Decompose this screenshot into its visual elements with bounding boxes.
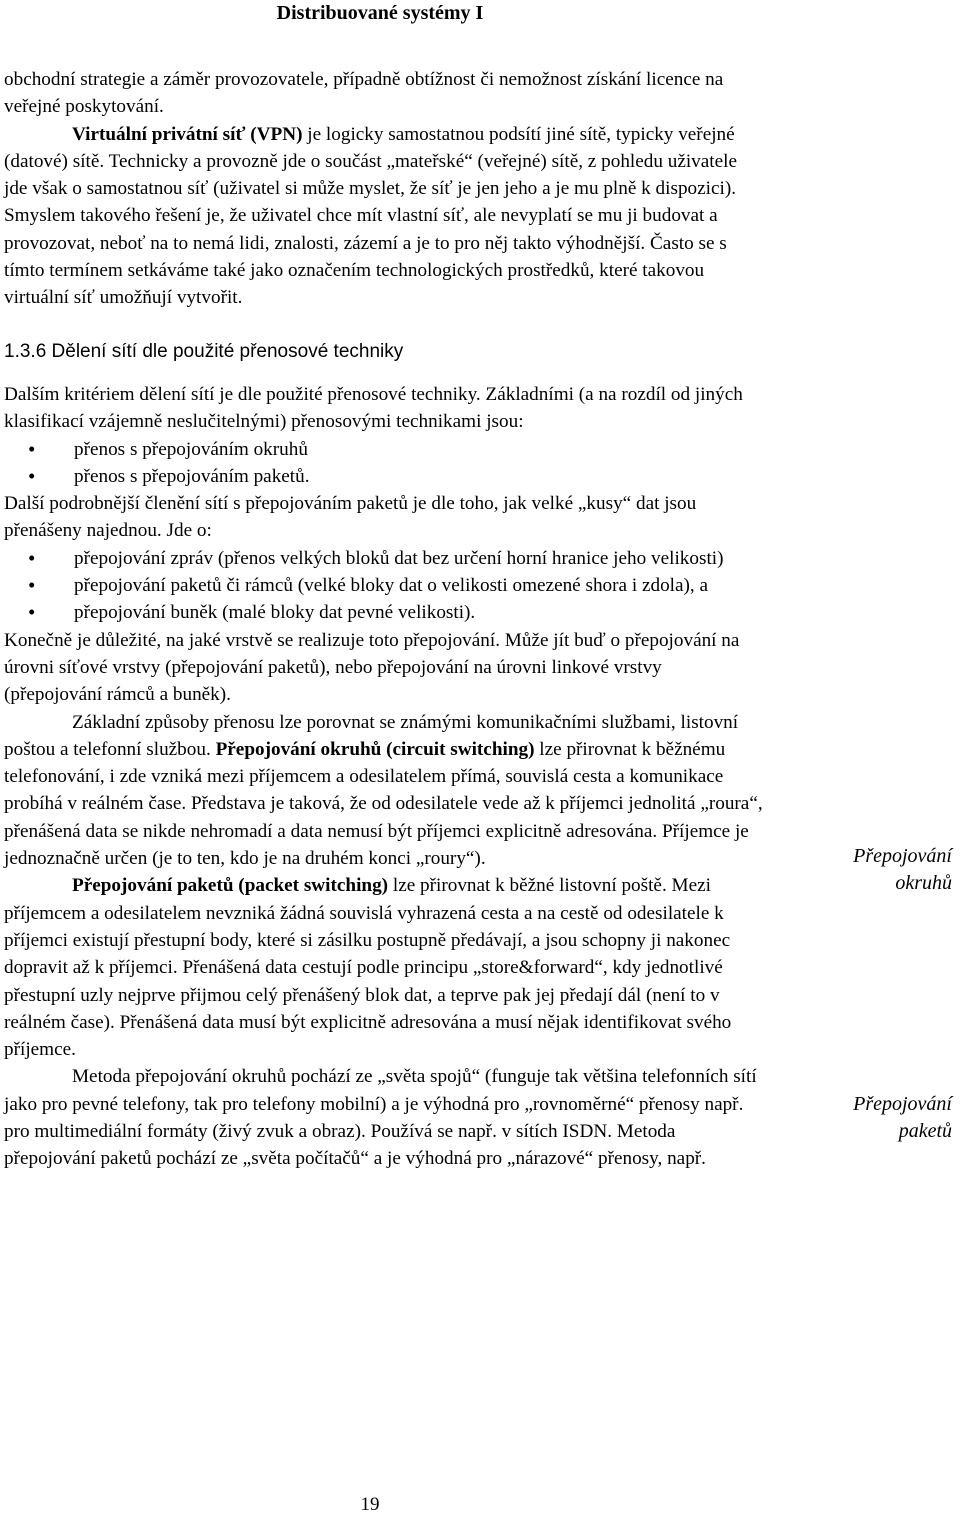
transmission-techniques-list bbox=[4, 436, 764, 491]
paragraph: Metoda přepojování okruhů pochází ze „světa spojů“ (funguje tak většina telefonních sítí jako pro pevné telefony, tak pro telefony mobilní) a je výhodná pro „rovnoměrné“ přenosy např. pro multimediální formáty (živý zvuk a obraz). Používá se např. v sítích ISDN. Metoda přepojování paketů pochází ze „světa počítačů“ a je výhodná pro „nárazové“ přenosy, např. bbox=[4, 1066, 757, 1170]
text-span: Základní způsoby přenosu lze porovnat se známými komunikačními službami, listovní poštou a telefonní službou. bbox=[4, 711, 739, 760]
margin-note-line: paketů bbox=[898, 1120, 952, 1142]
main-text bbox=[4, 66, 764, 1173]
list-item: • přepojování buněk (malé bloky dat pevné velikosti). bbox=[4, 599, 764, 626]
list-item: • přenos s přepojováním okruhů bbox=[4, 436, 764, 463]
text-span: lze přirovnat k běžnému telefonování, i zde vzniká mezi příjemcem a odesilatelem přímá, souvislá cesta a komunikace probíhá v reálném čase. Představa je taková, že od odesilatele vede až k příjemci jednolitá „roura“, přenášená data se nikde nehromadí a data nemusí být příjemci explicitně adresována. Příjemce je jednoznačně určen (je to ten, kdo je na druhém konci „roury“). bbox=[4, 738, 763, 870]
packet-switching-paragraph bbox=[4, 872, 764, 1063]
circuit-switching-paragraph bbox=[4, 709, 764, 873]
list-item: • přenos s přepojováním paketů. bbox=[4, 463, 764, 490]
paragraph: Konečně je důležité, na jaké vrstvě se realizuje toto přepojování. Může jít buď o přepojování na úrovni síťové vrstvy (přepojování paketů), nebo přepojování na úrovni linkové vrstvy (přepojování rámců a buněk). bbox=[4, 629, 740, 706]
margin-note-line: Přepojování bbox=[853, 1093, 952, 1115]
vpn-term: Virtuální privátní síť (VPN) bbox=[72, 123, 303, 145]
packet-switching-term: Přepojování paketů (packet switching) bbox=[72, 875, 389, 897]
list-item: • přepojování zpráv (přenos velkých bloků dat bez určení horní hranice jeho velikosti) bbox=[4, 545, 764, 572]
page-header: Distribuované systémy I bbox=[276, 2, 484, 24]
vpn-paragraph bbox=[4, 121, 764, 312]
margin-note-circuit bbox=[792, 843, 952, 897]
paragraph: Další podrobnější členění sítí s přepojováním paketů je dle toho, jak velké „kusy“ dat jsou přenášeny najednou. Jde o: bbox=[4, 493, 697, 542]
section-heading: 1.3.6 Dělení sítí dle použité přenosové techniky bbox=[4, 340, 404, 362]
margin-note-line: okruhů bbox=[895, 872, 952, 894]
list-item: • přepojování paketů či rámců (velké bloky dat o velikosti omezené shora i zdola), a bbox=[4, 572, 764, 599]
switching-types-list bbox=[4, 545, 764, 627]
margin-note-packet bbox=[792, 1091, 952, 1145]
paragraph: obchodní strategie a záměr provozovatele, případně obtížnost či nemožnost získání licence na veřejné poskytování. bbox=[4, 69, 724, 118]
paragraph: Dalším kritériem dělení sítí je dle použité přenosové techniky. Základními (a na rozdíl od jiných klasifikací vzájemně neslučitelnými) přenosovými technikami jsou: bbox=[4, 383, 743, 433]
margin-note-line: Přepojování bbox=[853, 845, 952, 867]
page-number: 19 bbox=[360, 1494, 380, 1515]
text-span: lze přirovnat k běžné listovní poště. Mezi příjemcem a odesilatelem nevzniká žádná souvislá vyhrazená cesta a na cestě od odesilatele k příjemci existují přestupní body, které si zásilku postupně předávají, a jsou schopny ji nakonec dopravit až k příjemci. Přenášená data cestují podle principu „store&forward“, kdy jednotlivé přestupní uzly nejprve přijmou celý přenášený blok dat, a teprve pak jej předají dál (není to v reálném čase). Přenášená data musí být explicitně adresována a musí nějak identifikovat svého příjemce. bbox=[4, 875, 732, 1061]
vpn-text: je logicky samostatnou podsítí jiné sítě, typicky veřejné (datové) sítě. Technicky a provozně jde o součást „mateřské“ (veřejné) sítě, z pohledu uživatele jde však o samostatnou síť (uživatel si může myslet, že síť je jen jeho a je mu plně k dispozici). Smyslem takového řešení je, že uživatel chce mít vlastní síť, ale nevyplatí se mu ji budovat a provozovat, neboť na to nemá lidi, znalosti, zázemí a je to pro něj takto výhodnější. Často se s tímto termínem setkáváme také jako označením technologických prostředků, které takovou virtuální síť umožňují vytvořit. bbox=[4, 123, 737, 309]
circuit-switching-term: Přepojování okruhů (circuit switching) bbox=[215, 738, 535, 760]
